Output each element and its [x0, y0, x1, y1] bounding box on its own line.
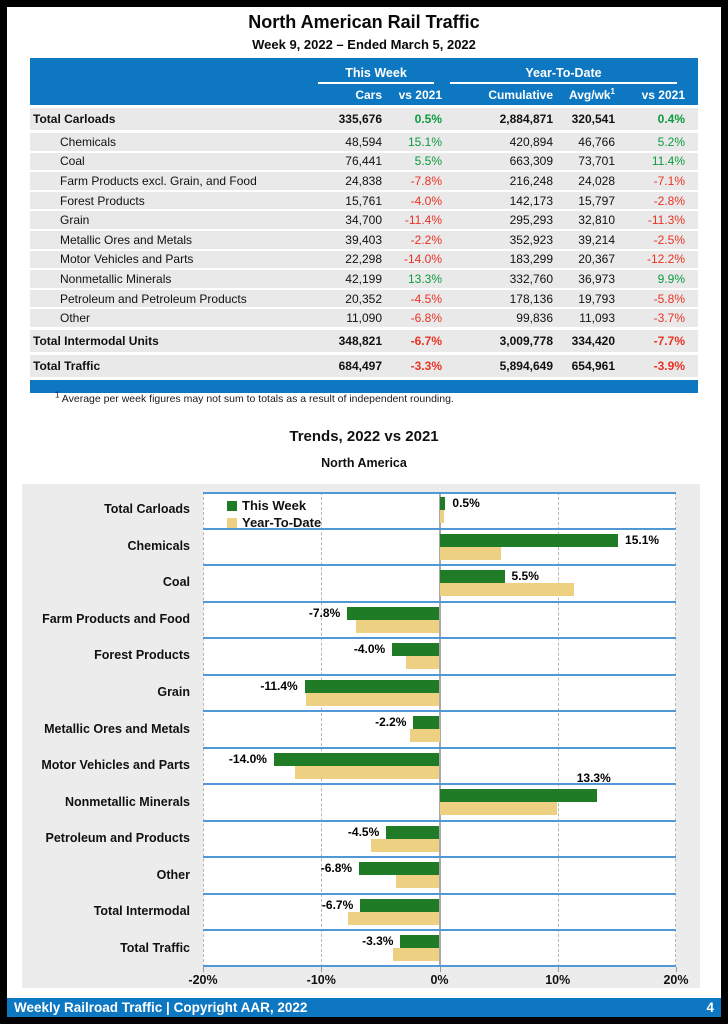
chart-subtitle: North America	[321, 456, 407, 470]
legend-swatch-icon	[227, 501, 237, 511]
cell-vs2021-week: -6.8%	[410, 311, 442, 326]
bar-value-label: 0.5%	[452, 496, 480, 510]
cell-commodity: Nonmetallic Minerals	[60, 271, 172, 286]
x-axis-tick-label: -20%	[188, 973, 218, 987]
category-label: Total Intermodal	[93, 904, 190, 919]
bar-year-to-date	[440, 583, 575, 596]
bar-value-label: 15.1%	[625, 532, 660, 547]
bar-value-label: -3.3%	[362, 934, 394, 949]
bar-this-week	[360, 899, 439, 912]
x-axis-tick-label: 0%	[430, 973, 449, 987]
category-label: Chemicals	[127, 538, 190, 553]
cell-cumulative: 663,309	[509, 154, 553, 169]
table-row	[30, 133, 698, 151]
bar-value-label: -11.4%	[260, 678, 298, 693]
table-row	[30, 309, 698, 327]
cell-cumulative: 178,136	[509, 291, 553, 306]
chart-legend	[227, 497, 321, 531]
cell-commodity: Farm Products excl. Grain, and Food	[60, 173, 257, 188]
cell-avg-wk: 320,541	[571, 112, 615, 126]
x-axis-tick-label: 10%	[545, 973, 571, 987]
cell-cumulative: 142,173	[509, 193, 553, 208]
cell-vs2021-week: -4.5%	[410, 291, 442, 306]
bar-year-to-date	[410, 729, 440, 742]
row-separator-line	[203, 601, 676, 603]
col-header-vs2021-ytd: vs 2021	[641, 87, 685, 102]
table-row	[30, 270, 698, 288]
page-subtitle: Week 9, 2022 – Ended March 5, 2022	[252, 37, 476, 52]
cell-cumulative: 3,009,778	[499, 333, 553, 348]
category-label: Total Carloads	[104, 502, 190, 517]
bar-value-label: -2.2%	[375, 715, 407, 730]
bar-this-week	[440, 570, 505, 583]
row-separator-line	[203, 820, 676, 822]
cell-vs2021-week: 13.3%	[407, 271, 442, 286]
cell-avg-wk: 19,793	[578, 291, 615, 306]
cell-cars: 684,497	[338, 358, 382, 373]
legend-swatch-icon	[227, 518, 237, 528]
table-subheader-row	[30, 84, 698, 105]
x-axis-tick-mark	[558, 967, 559, 972]
table-row	[30, 355, 698, 377]
row-separator-line	[203, 747, 676, 749]
cell-commodity: Total Carloads	[33, 112, 116, 126]
category-label: Motor Vehicles and Parts	[41, 758, 190, 773]
cell-vs2021-ytd: -12.2%	[646, 252, 685, 267]
bar-this-week	[392, 643, 439, 656]
cell-vs2021-ytd: 0.4%	[657, 112, 685, 126]
bar-year-to-date	[440, 802, 557, 815]
footnote-marker: 1	[55, 390, 60, 400]
page-title: North American Rail Traffic	[248, 12, 480, 32]
legend-item	[227, 514, 321, 531]
category-label: Other	[156, 867, 190, 882]
table-row	[30, 153, 698, 171]
table-group-header-row	[30, 58, 698, 84]
cell-cars: 15,761	[345, 193, 382, 208]
cell-cumulative: 183,299	[509, 252, 553, 267]
cell-commodity: Total Intermodal Units	[33, 333, 159, 348]
cell-cumulative: 99,836	[516, 311, 553, 326]
footer-page-number: 4	[706, 1000, 714, 1015]
cell-vs2021-week: -4.0%	[410, 193, 442, 208]
cell-commodity: Chemicals	[60, 134, 117, 149]
cell-cars: 42,199	[345, 271, 382, 286]
x-axis-tick-mark	[321, 967, 322, 972]
bar-value-label: 13.3%	[576, 771, 611, 786]
footnote	[55, 390, 454, 405]
col-header-vs2021-week: vs 2021	[398, 87, 442, 102]
cell-vs2021-ytd: -2.8%	[653, 193, 685, 208]
cell-vs2021-ytd: 11.4%	[651, 154, 685, 169]
cell-cumulative: 216,248	[509, 173, 553, 188]
row-separator-line	[203, 492, 676, 494]
legend-label: This Week	[242, 498, 307, 513]
bar-this-week	[440, 497, 446, 510]
cell-cars: 335,676	[338, 112, 382, 126]
bar-this-week	[386, 826, 439, 839]
bar-this-week	[440, 534, 619, 547]
bar-this-week	[274, 753, 440, 766]
cell-cars: 48,594	[345, 134, 382, 149]
cell-cumulative: 2,884,871	[499, 112, 553, 126]
x-axis-tick-mark	[203, 967, 204, 972]
cell-cars: 24,838	[345, 173, 382, 188]
table-row	[30, 192, 698, 210]
bar-year-to-date	[440, 547, 501, 560]
chart-titles	[7, 428, 721, 470]
cell-vs2021-ytd: -7.7%	[653, 333, 685, 348]
report-header	[7, 12, 721, 52]
col-group-year-to-date: Year-To-Date	[450, 66, 677, 84]
cell-commodity: Other	[60, 311, 91, 326]
cell-avg-wk: 39,214	[578, 232, 615, 247]
cell-vs2021-ytd: -3.9%	[653, 358, 685, 373]
col-header-cumulative: Cumulative	[488, 87, 553, 102]
bar-this-week	[413, 716, 439, 729]
bar-this-week	[400, 935, 439, 948]
cell-cumulative: 332,760	[509, 271, 553, 286]
category-label: Farm Products and Food	[42, 611, 190, 626]
cell-vs2021-ytd: 9.9%	[657, 271, 685, 286]
cell-cars: 11,090	[346, 311, 382, 326]
cell-vs2021-week: -3.3%	[410, 358, 442, 373]
bar-value-label: -6.7%	[321, 897, 354, 912]
cell-vs2021-ytd: -7.1%	[653, 173, 685, 188]
page-footer	[7, 998, 721, 1017]
cell-avg-wk: 15,797	[578, 193, 615, 208]
cell-commodity: Total Traffic	[33, 358, 101, 373]
cell-cumulative: 352,923	[509, 232, 553, 247]
bar-year-to-date	[396, 875, 440, 888]
cell-cars: 20,352	[345, 291, 382, 306]
bar-year-to-date	[393, 948, 439, 961]
bar-value-label: -14.0%	[228, 751, 267, 766]
row-separator-line	[203, 893, 676, 895]
table-header	[30, 58, 698, 105]
cell-cumulative: 420,894	[509, 134, 553, 149]
legend-item	[227, 497, 321, 514]
cell-commodity: Grain	[60, 213, 90, 228]
category-label: Forest Products	[94, 648, 190, 663]
cell-avg-wk: 32,810	[578, 213, 615, 228]
cell-avg-wk: 73,701	[578, 154, 615, 169]
cell-cars: 22,298	[345, 252, 382, 267]
table-bottom-bar	[30, 380, 698, 393]
cell-vs2021-ytd: -5.8%	[653, 291, 685, 306]
table-body	[30, 108, 698, 377]
bar-value-label: 5.5%	[511, 569, 539, 584]
bar-year-to-date	[306, 693, 440, 706]
cell-commodity: Motor Vehicles and Parts	[60, 252, 194, 267]
cell-vs2021-week: -6.7%	[410, 333, 442, 348]
report-page-inner	[7, 7, 721, 1017]
table-row	[30, 330, 698, 352]
bar-value-label: -7.8%	[308, 605, 341, 620]
chart-plot-area	[203, 492, 676, 967]
cell-vs2021-week: -2.2%	[410, 232, 442, 247]
category-label: Nonmetallic Minerals	[64, 794, 190, 809]
legend-label: Year-To-Date	[242, 515, 322, 530]
cell-avg-wk: 20,367	[578, 252, 615, 267]
cell-vs2021-week: 0.5%	[414, 112, 442, 126]
bar-value-label: -4.5%	[347, 824, 380, 839]
cell-vs2021-week: -11.4%	[404, 213, 442, 228]
table-row	[30, 290, 698, 308]
cell-vs2021-week: 5.5%	[414, 154, 442, 169]
col-group-this-week: This Week	[318, 66, 434, 84]
trends-bar-chart	[22, 484, 700, 988]
cell-cars: 39,403	[345, 232, 382, 247]
bar-year-to-date	[295, 766, 439, 779]
cell-vs2021-ytd: -3.7%	[653, 311, 685, 326]
row-separator-line	[203, 564, 676, 566]
bar-year-to-date	[371, 839, 440, 852]
chart-title: Trends, 2022 vs 2021	[289, 428, 439, 445]
category-label: Coal	[162, 575, 190, 590]
footnote-text: Average per week figures may not sum to totals as a result of independent rounding.	[61, 393, 454, 405]
cell-cumulative: 5,894,649	[499, 358, 553, 373]
rail-traffic-table	[30, 58, 698, 393]
table-row	[30, 211, 698, 229]
category-label: Total Traffic	[120, 940, 190, 955]
table-row	[30, 251, 698, 269]
cell-avg-wk: 11,093	[579, 311, 615, 326]
bar-this-week	[305, 680, 440, 693]
table-row	[30, 108, 698, 130]
cell-cars: 76,441	[345, 154, 382, 169]
cell-vs2021-week: -14.0%	[403, 252, 442, 267]
cell-commodity: Petroleum and Petroleum Products	[60, 291, 247, 306]
cell-avg-wk: 334,420	[571, 333, 615, 348]
cell-avg-wk: 24,028	[578, 173, 615, 188]
cell-avg-wk: 654,961	[571, 358, 615, 373]
x-axis-tick-mark	[676, 967, 677, 972]
bar-value-label: -4.0%	[353, 642, 386, 657]
bar-year-to-date	[348, 912, 439, 925]
col-header-cars: Cars	[355, 87, 382, 102]
cell-cumulative: 295,293	[509, 213, 553, 228]
bar-this-week	[359, 862, 439, 875]
category-label: Metallic Ores and Metals	[44, 721, 190, 736]
cell-commodity: Forest Products	[60, 193, 145, 208]
cell-commodity: Coal	[60, 154, 85, 169]
cell-commodity: Metallic Ores and Metals	[60, 232, 193, 247]
bar-this-week	[440, 789, 597, 802]
cell-cars: 34,700	[345, 213, 382, 228]
row-separator-line	[203, 929, 676, 931]
bar-this-week	[347, 607, 439, 620]
cell-cars: 348,821	[338, 333, 382, 348]
category-label: Petroleum and Products	[45, 831, 190, 846]
cell-vs2021-week: 15.1%	[407, 134, 442, 149]
cell-avg-wk: 36,973	[578, 271, 615, 286]
x-axis-tick-mark	[440, 967, 441, 972]
cell-vs2021-ytd: 5.2%	[657, 134, 685, 149]
row-separator-line	[203, 637, 676, 639]
bar-year-to-date	[356, 620, 440, 633]
table-row	[30, 231, 698, 249]
category-label: Grain	[157, 684, 190, 699]
x-axis-tick-label: 20%	[663, 973, 689, 987]
cell-vs2021-ytd: -2.5%	[653, 232, 685, 247]
row-separator-line	[203, 674, 676, 676]
bar-value-label: -6.8%	[320, 861, 353, 876]
row-separator-line	[203, 856, 676, 858]
row-separator-line	[203, 710, 676, 712]
col-header-avg-wk: Avg/$wk^1$	[568, 86, 615, 102]
bar-year-to-date	[406, 656, 439, 669]
cell-vs2021-ytd: -11.3%	[647, 213, 685, 228]
bar-year-to-date	[440, 510, 445, 523]
cell-avg-wk: 46,766	[578, 134, 615, 149]
table-row	[30, 172, 698, 190]
x-axis-tick-label: -10%	[306, 973, 336, 987]
footer-text: Weekly Railroad Traffic | Copyright AAR, 2022	[14, 1000, 308, 1015]
cell-vs2021-week: -7.8%	[410, 173, 442, 188]
